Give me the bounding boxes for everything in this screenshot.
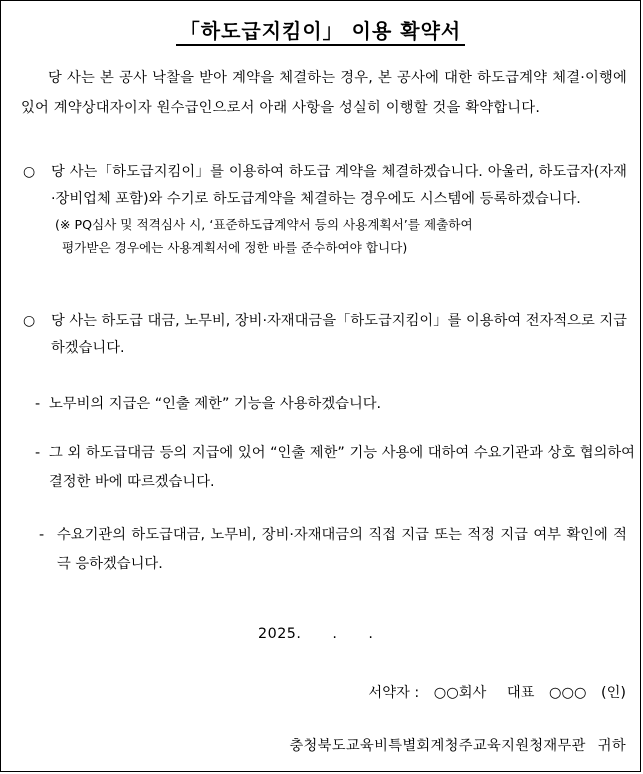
signature-line xyxy=(368,682,626,702)
sub-item-1 xyxy=(35,390,627,419)
sub-item-1-text: 노무비의 지급은 “인출 제한” 기능을 사용하겠습니다. xyxy=(49,396,382,412)
representative-label: 대표 xyxy=(506,685,535,701)
note-line-2: 평가받은 경우에는 사용계획서에 정한 바를 준수하여야 합니다) xyxy=(62,240,408,255)
signer-company: ○○회사 xyxy=(433,685,487,701)
representative-name: ○○○ xyxy=(549,685,587,701)
dash-marker: - xyxy=(35,396,41,412)
dash-marker: - xyxy=(39,527,45,543)
dash-marker: - xyxy=(35,445,41,461)
circle-bullet-icon: ○ xyxy=(23,313,36,329)
sub-item-2-text: 그 외 하도급대금 등의 지급에 있어 “인출 제한” 기능 사용에 대하여 수요기관과 상호 협의하여 결정한 바에 따르겠습니다. xyxy=(49,445,635,490)
note-line-1: (※ PQ심사 및 적격심사 시, ‘표준하도급계약서 등의 사용계획서’를 제출하여 xyxy=(55,217,473,232)
sub-item-3-text: 수요기관의 하도급대금, 노무비, 장비·자재대금의 직접 지급 또는 적정 지급 여부 확인에 적극 응하겠습니다. xyxy=(57,527,627,572)
recipient-suffix: 귀하 xyxy=(597,738,626,754)
signer-label: 서약자 : xyxy=(368,685,420,701)
intro-paragraph: 당 사는 본 공사 낙찰을 받아 계약을 체결하는 경우, 본 공사에 대한 하도급계약 체결·이행에 있어 계약상대자이자 원수급인으로서 아래 사항을 성실히 이행할 것을 확약합니다. xyxy=(21,70,627,116)
pledge-item-2-text: 당 사는 하도급 대금, 노무비, 장비·자재대금을「하도급지킴이」를 이용하여 전자적으로 지급하겠습니다. xyxy=(51,313,627,356)
date-month-dot: . xyxy=(332,626,338,642)
date-year: 2025. xyxy=(258,626,302,642)
seal-mark: (인) xyxy=(601,685,626,701)
pledge-item-1 xyxy=(21,159,627,259)
pledge-date xyxy=(258,626,373,642)
pledge-item-1-note xyxy=(55,213,627,259)
pledge-item-2 xyxy=(21,308,627,362)
sub-item-2 xyxy=(35,439,635,497)
sub-item-3 xyxy=(39,521,627,579)
pledge-item-1-text: 당 사는「하도급지킴이」를 이용하여 하도급 계약을 체결하겠습니다. 아울러, 하도급자(자재·장비업체 포함)와 수기로 하도급계약을 체결하는 경우에도 시스템에 등록하겠습니다. xyxy=(51,164,627,207)
recipient-line xyxy=(289,735,626,755)
document-title: 「하도급지킴이」 이용 확약서 xyxy=(176,19,465,46)
document-title-wrap xyxy=(1,15,640,44)
circle-bullet-icon: ○ xyxy=(23,164,36,180)
date-day-dot: . xyxy=(368,626,374,642)
recipient-name: 충청북도교육비특별회계청주교육지원청재무관 xyxy=(289,738,586,754)
